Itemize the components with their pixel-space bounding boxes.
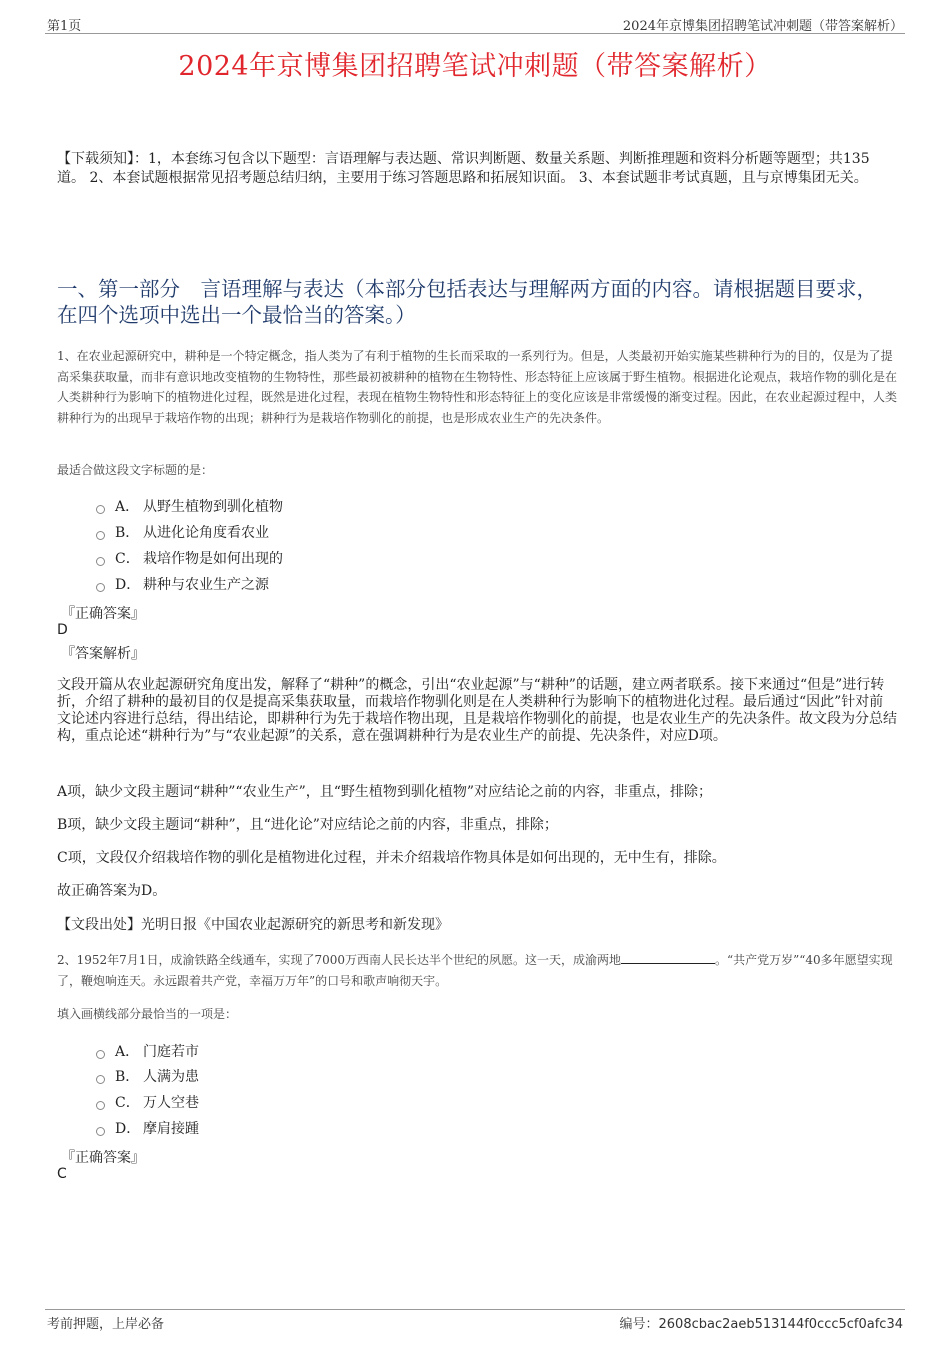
footer-divider	[45, 1309, 905, 1310]
q2-answer: C	[57, 1166, 67, 1182]
option-text: 门庭若市	[143, 1044, 199, 1060]
radio-icon[interactable]	[96, 531, 105, 540]
q2-option-b[interactable]	[96, 1066, 199, 1086]
footer-code	[619, 1313, 903, 1332]
q1-option-a[interactable]	[96, 496, 283, 516]
option-letter: C．	[115, 1095, 140, 1111]
radio-icon[interactable]	[96, 583, 105, 592]
footer-slogan: 考前押题，上岸必备	[47, 1317, 165, 1332]
page-title: 2024年京博集团招聘笔试冲刺题（带答案解析）	[178, 51, 772, 82]
option-text: 从进化论角度看农业	[143, 525, 269, 541]
option-letter: B．	[115, 1069, 140, 1085]
option-text: 万人空巷	[143, 1095, 199, 1111]
option-letter: C．	[115, 551, 140, 567]
option-letter: A．	[115, 499, 140, 515]
option-letter: D．	[115, 577, 141, 593]
footer-code-value: 2608cbac2aeb513144f0ccc5cf0afc34	[658, 1317, 903, 1332]
radio-icon[interactable]	[96, 1127, 105, 1136]
q2-option-d[interactable]	[96, 1118, 199, 1138]
q1-analysis-a: A项，缺少文段主题词“耕种”“农业生产”，且“野生植物到驯化植物”对应结论之前的内容，非重点，排除；	[57, 784, 713, 800]
q1-analysis-summary: 文段开篇从农业起源研究角度出发，解释了“耕种”的概念，引出“农业起源”与“耕种”的话题，建立两者联系。接下来通过“但是”进行转折，介绍了耕种的最初目的仅是提高采集获取量，而栽培作物驯化则是在人类耕种行为影响下的植物进化过程。最后通过“因此”针对前文论述内容进行总结，得出结论，即耕种行为先于栽培作物出现，且是栽培作物驯化的前提，也是农业生产的先决条件。故文段为分总结构，重点论述“耕种行为”与“农业起源”的关系，意在强调耕种行为是农业生产的前提、先决条件，对应D项。	[57, 677, 897, 744]
q1-option-b[interactable]	[96, 522, 269, 542]
q1-option-c[interactable]	[96, 548, 283, 568]
footer-code-label: 编号：	[619, 1317, 659, 1332]
q1-analysis-b: B项，缺少文段主题词“耕种”，且“进化论”对应结论之前的内容，非重点，排除；	[57, 817, 558, 833]
option-text: 耕种与农业生产之源	[143, 577, 269, 593]
q1-answer-label: 『正确答案』	[61, 606, 145, 622]
question-2-prompt: 填入画横线部分最恰当的一项是：	[57, 1007, 238, 1021]
fill-blank	[621, 952, 715, 964]
radio-icon[interactable]	[96, 1050, 105, 1059]
q1-analysis-label: 『答案解析』	[61, 646, 145, 662]
option-text: 摩肩接踵	[143, 1121, 199, 1137]
radio-icon[interactable]	[96, 557, 105, 566]
header-doc-title: 2024年京博集团招聘笔试冲刺题（带答案解析）	[622, 19, 903, 34]
option-text: 从野生植物到驯化植物	[143, 499, 283, 515]
page-number: 第1页	[47, 19, 82, 34]
q1-option-d[interactable]	[96, 574, 269, 594]
q2-stem-after: 。“共产党万岁”“40多年愿望实现了，鞭炮响连天。永远跟着共产党，幸福万万年”的口号和歌声响彻天宇。	[57, 953, 893, 988]
radio-icon[interactable]	[96, 1075, 105, 1084]
q1-source: 【文段出处】光明日报《中国农业起源研究的新思考和新发现》	[57, 917, 449, 933]
q2-option-a[interactable]	[96, 1041, 199, 1061]
q2-answer-label: 『正确答案』	[61, 1150, 145, 1166]
q2-option-c[interactable]	[96, 1092, 199, 1112]
option-text: 人满为患	[143, 1069, 199, 1085]
option-letter: A．	[115, 1044, 140, 1060]
q1-analysis-conclusion: 故正确答案为D。	[57, 883, 167, 899]
section-heading: 一、第一部分 言语理解与表达（本部分包括表达与理解两方面的内容。请根据题目要求，在四个选项中选出一个最恰当的答案。）	[57, 277, 877, 327]
option-text: 栽培作物是如何出现的	[143, 551, 283, 567]
q2-stem-before: 2、1952年7月1日，成渝铁路全线通车，实现了7000万西南人民长达半个世纪的夙愿。这一天，成渝两地	[57, 953, 621, 967]
header-divider	[45, 33, 905, 34]
question-2-stem	[57, 950, 897, 991]
q1-analysis-c: C项，文段仅介绍栽培作物的驯化是植物进化过程，并未介绍栽培作物具体是如何出现的，无中生有，排除。	[57, 850, 726, 866]
radio-icon[interactable]	[96, 505, 105, 514]
option-letter: B．	[115, 525, 140, 541]
option-letter: D．	[115, 1121, 141, 1137]
radio-icon[interactable]	[96, 1101, 105, 1110]
question-1-stem: 1、在农业起源研究中，耕种是一个特定概念，指人类为了有利于植物的生长而采取的一系列行为。但是，人类最初开始实施某些耕种行为的目的，仅是为了提高采集获取量，而非有意识地改变植物的生物特性，那些最初被耕种的植物在生物特性、形态特征上应该属于野生植物。根据进化论观点，栽培作物的驯化是在人类耕种行为影响下的植物进化过程，既然是进化过程，表现在植物生物特性和形态特征上的变化应该是非常缓慢的渐变过程。因此，在农业起源过程中，人类耕种行为的出现早于栽培作物的出现；耕种行为是栽培作物驯化的前提，也是形成农业生产的先决条件。	[57, 349, 898, 425]
q1-answer: D	[57, 622, 68, 638]
download-notice: 【下载须知】：1，本套练习包含以下题型：言语理解与表达题、常识判断题、数量关系题、判断推理题和资料分析题等题型；共135道。 2、本套试题根据常见招考题总结归纳，主要用于练习答题思路和拓展知识面。 3、本套试题非考试真题，且与京博集团无关。	[57, 151, 870, 186]
question-1-prompt: 最适合做这段文字标题的是：	[57, 463, 214, 477]
